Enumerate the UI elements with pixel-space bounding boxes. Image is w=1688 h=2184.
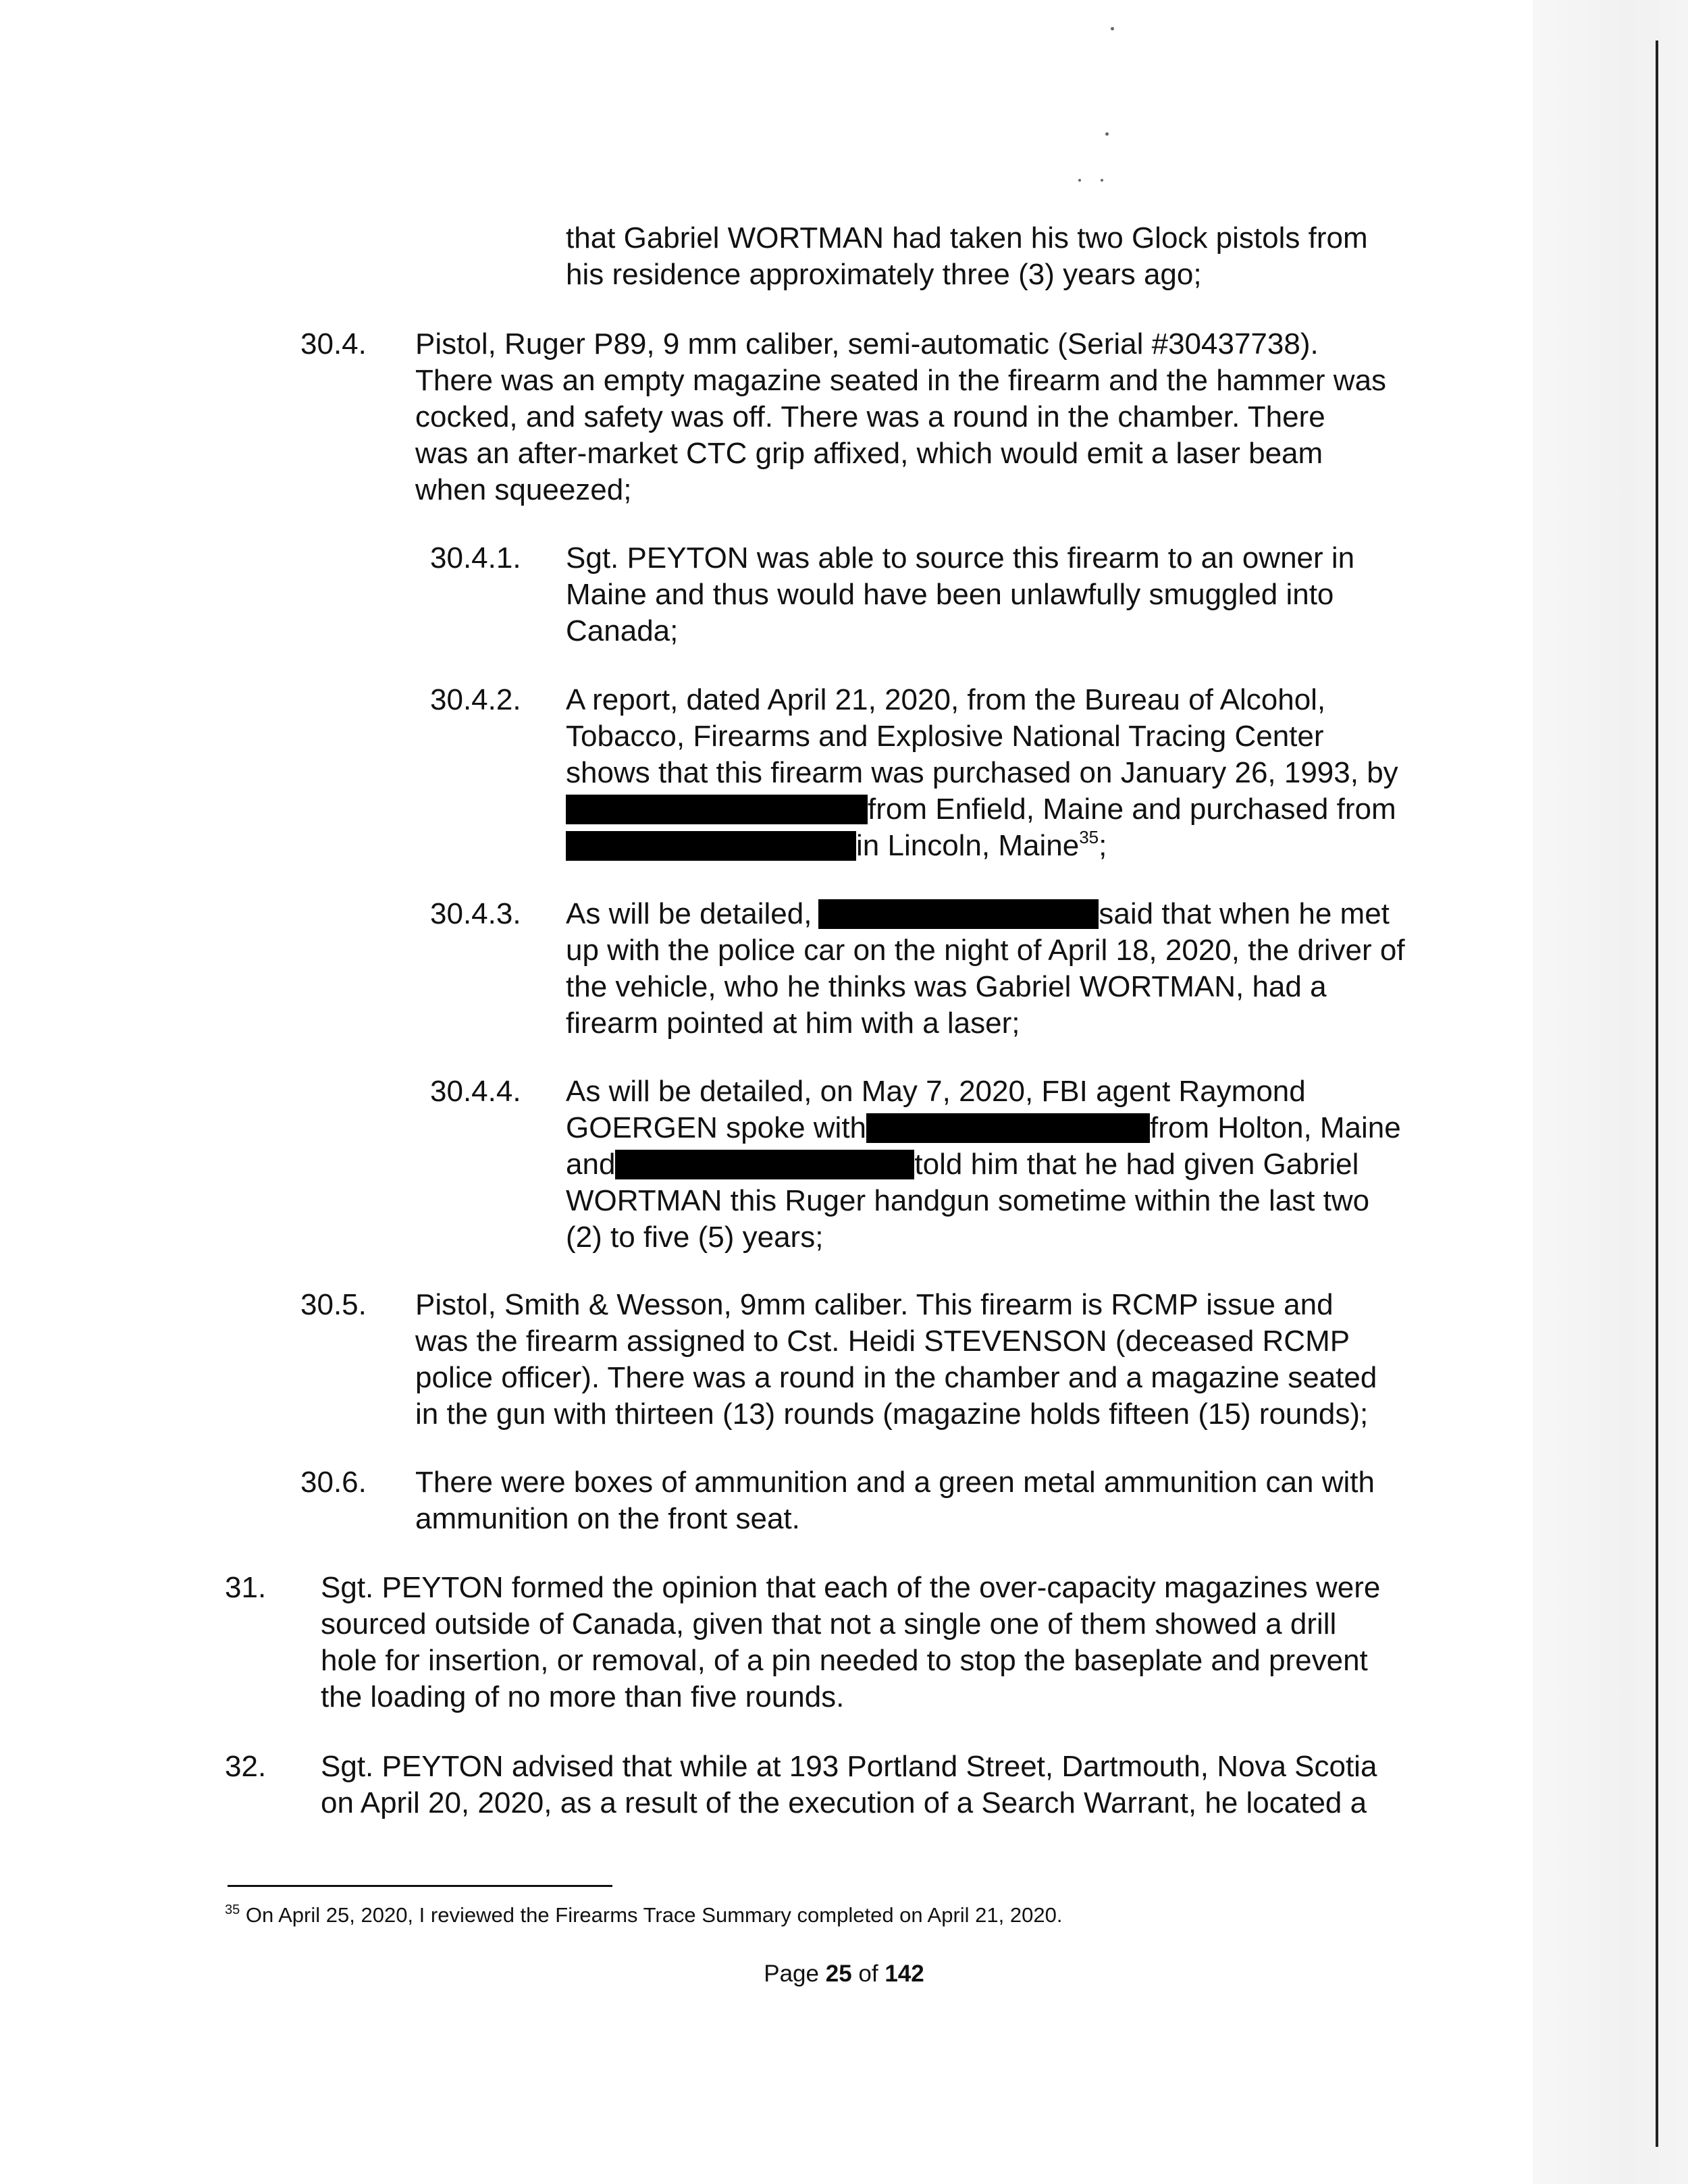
scan-speck [1111,27,1114,30]
text-line: Maine and thus would have been unlawfully smuggled into [566,578,1334,611]
scan-speck [1078,179,1081,182]
text-line [566,791,1398,828]
text-line: There were boxes of ammunition and a green metal ammunition can with [415,1466,1375,1499]
text-line: shows that this firearm was purchased on January 26, 1993, by [566,756,1398,789]
section-number: 30.5. [300,1288,367,1321]
text-fragment: ; [1099,829,1107,862]
redaction-bar [615,1150,914,1179]
page-total: 142 [885,1961,924,1987]
text-fragment: and [566,1148,616,1181]
text-line: Tobacco, Firearms and Explosive National Tracing Center [566,720,1324,753]
redaction-bar [818,899,1099,929]
text-line: cocked, and safety was off. There was a round in the chamber. There [415,400,1325,433]
text-line: hole for insertion, or removal, of a pin needed to stop the baseplate and prevent [321,1644,1368,1677]
paragraph-32-text [321,1749,1377,1821]
paragraph-number: 32. [225,1750,267,1783]
intro-paragraph [566,220,1368,293]
text-line: (2) to five (5) years; [566,1221,824,1254]
scan-speck [1101,179,1103,182]
text-line: There was an empty magazine seated in the firearm and the hammer was [415,364,1387,397]
text-line: the loading of no more than five rounds. [321,1680,845,1713]
redaction-bar [566,831,856,861]
paragraph-number: 31. [225,1571,267,1604]
text-line: Canada; [566,614,679,647]
page-indicator [764,1961,924,1987]
text-line: firearm pointed at him with a laser; [566,1007,1020,1040]
page-footer [0,1959,1688,1989]
text-line: that Gabriel WORTMAN had taken his two Glock pistols from [566,221,1368,255]
scan-speck [1105,132,1109,136]
text-line: WORTMAN this Ruger handgun sometime within the last two [566,1184,1370,1217]
redaction-bar [566,795,868,824]
section-number: 30.4.2. [430,683,521,716]
footnote-marker: 35 [225,1902,240,1917]
text-fragment: As will be detailed, [566,897,812,930]
text-line [566,1110,1401,1146]
footnote-text: On April 25, 2020, I reviewed the Firearms Trace Summary completed on April 21, 2020. [245,1903,1063,1927]
text-line: his residence approximately three (3) years ago; [566,258,1202,291]
text-line: police officer). There was a round in the chamber and a magazine seated [415,1361,1377,1394]
footnote [225,1902,1062,1928]
section-30-4-4-text [566,1073,1401,1256]
section-30-5-text [415,1287,1377,1433]
section-number: 30.4.4. [430,1075,521,1108]
section-30-4-text [415,326,1386,508]
paragraph-31-text [321,1570,1380,1715]
text-fragment: from Holton, Maine [1150,1111,1401,1144]
text-line: As will be detailed, on May 7, 2020, FBI agent Raymond [566,1075,1306,1108]
text-fragment: told him that he had given Gabriel [914,1148,1359,1181]
page-of-label: of [858,1961,878,1987]
footnote-separator [228,1885,612,1887]
redaction-bar [866,1113,1150,1143]
section-number: 30.6. [300,1466,367,1499]
text-line: Sgt. PEYTON formed the opinion that each of the over-capacity magazines were [321,1571,1381,1604]
text-line: Pistol, Smith & Wesson, 9mm caliber. This firearm is RCMP issue and [415,1288,1334,1321]
section-number: 30.4.3. [430,897,521,930]
text-line [566,1146,1401,1183]
footnote-reference[interactable]: 35 [1079,827,1099,847]
text-line: ammunition on the front seat. [415,1502,800,1535]
text-fragment: in Lincoln, Maine [856,829,1080,862]
section-30-4-1-text [566,540,1354,649]
section-30-4-2-text [566,682,1398,864]
section-number: 30.4.1. [430,541,521,575]
text-line: the vehicle, who he thinks was Gabriel WORTMAN, had a [566,970,1327,1003]
section-30-6-text [415,1464,1375,1537]
text-line [566,896,1405,932]
text-line: Sgt. PEYTON advised that while at 193 Portland Street, Dartmouth, Nova Scotia [321,1750,1377,1783]
text-line: was the firearm assigned to Cst. Heidi STEVENSON (deceased RCMP [415,1325,1350,1358]
text-line: on April 20, 2020, as a result of the execution of a Search Warrant, he located a [321,1786,1367,1819]
text-line: A report, dated April 21, 2020, from the Bureau of Alcohol, [566,683,1326,716]
section-number: 30.4. [300,327,367,361]
text-line: Sgt. PEYTON was able to source this firearm to an owner in [566,541,1355,575]
text-fragment: GOERGEN spoke with [566,1111,867,1144]
text-line: when squeezed; [415,473,632,506]
page-label: Page [764,1961,819,1987]
section-30-4-3-text [566,896,1405,1042]
text-line: up with the police car on the night of April 18, 2020, the driver of [566,934,1405,967]
text-fragment: said that when he met [1099,897,1390,930]
page-number: 25 [825,1961,852,1987]
text-line [566,828,1398,864]
text-line: in the gun with thirteen (13) rounds (magazine holds fifteen (15) rounds); [415,1397,1369,1431]
scan-edge-line [1656,41,1658,2147]
text-fragment: from Enfield, Maine and purchased from [868,793,1396,826]
text-line: was an after-market CTC grip affixed, which would emit a laser beam [415,437,1323,470]
text-line: Pistol, Ruger P89, 9 mm caliber, semi-automatic (Serial #30437738). [415,327,1319,361]
scan-margin-shade [1533,0,1688,2184]
text-line: sourced outside of Canada, given that not a single one of them showed a drill [321,1607,1337,1641]
